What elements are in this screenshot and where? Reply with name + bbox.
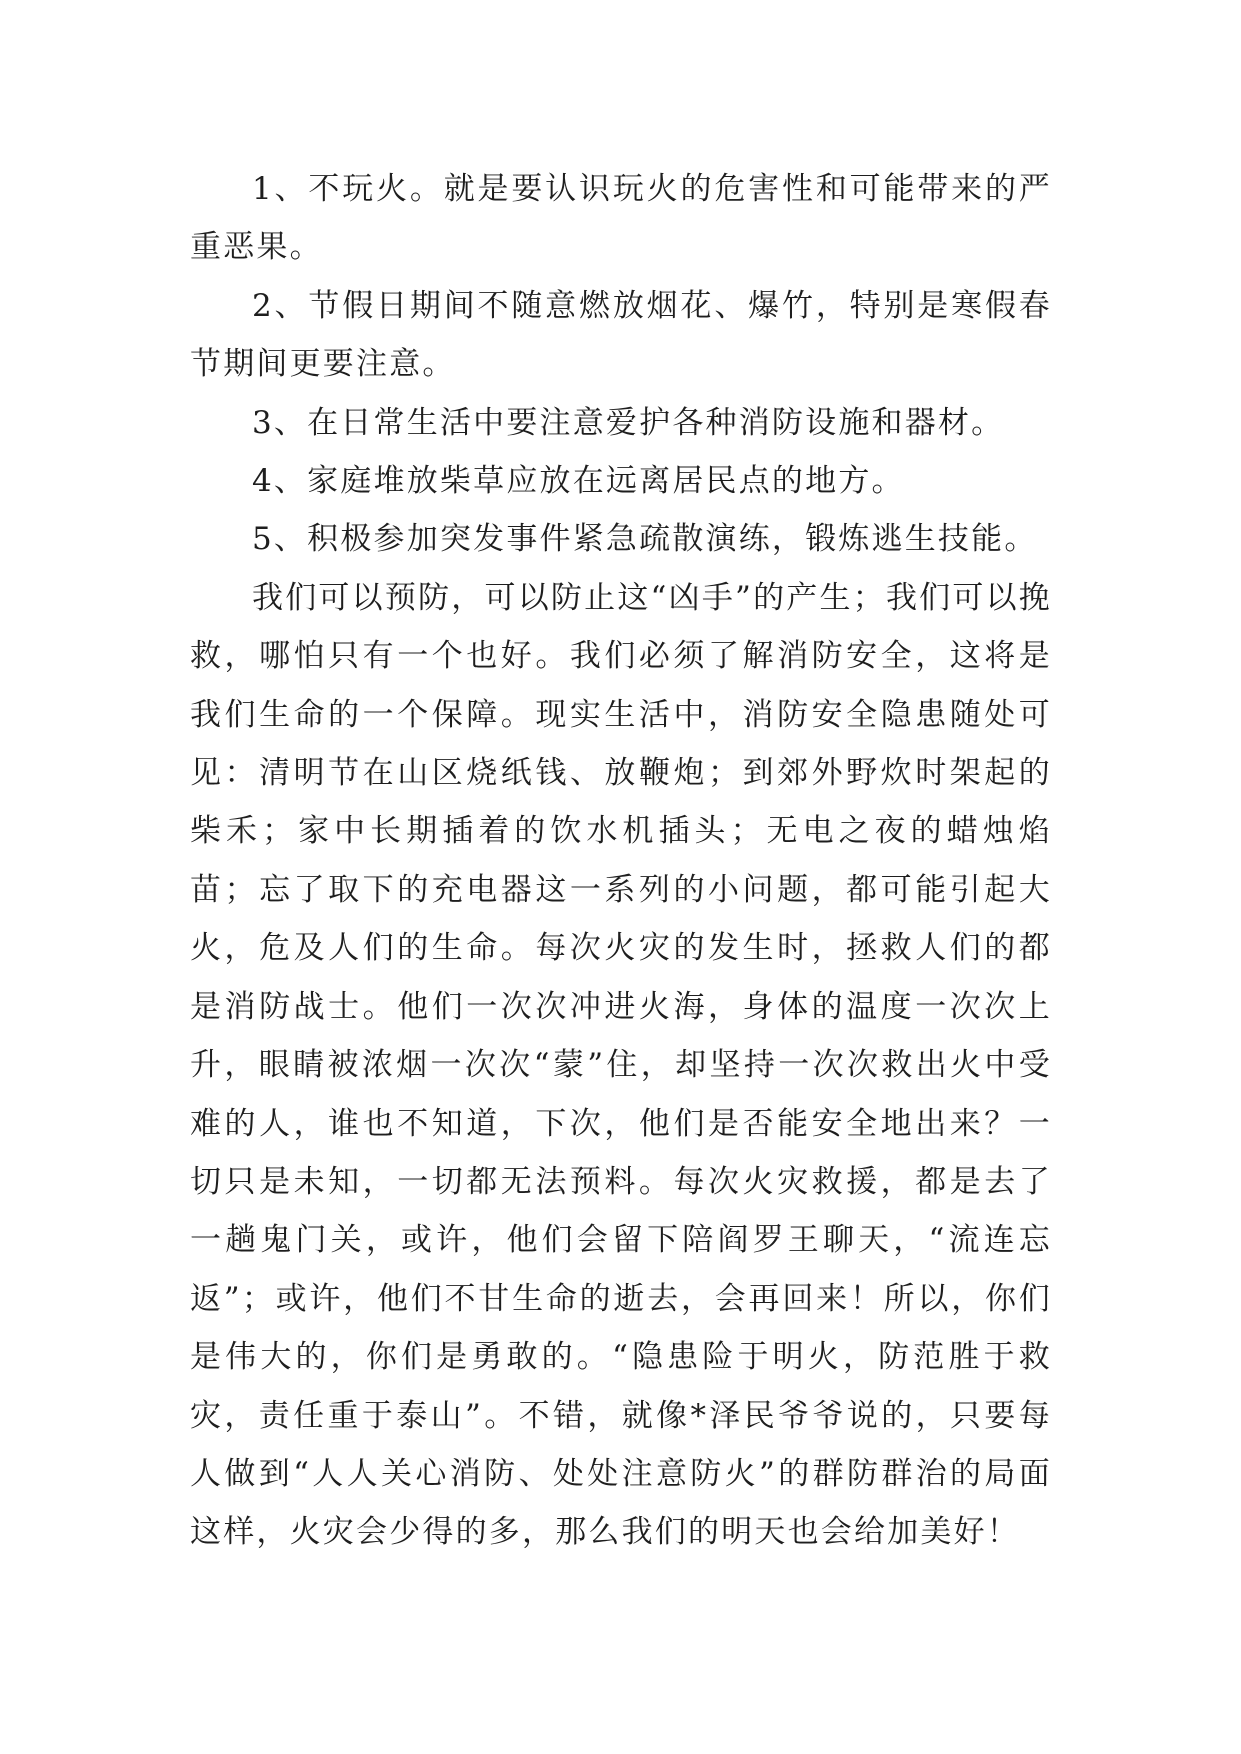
list-item-4: 4、家庭堆放柴草应放在远离居民点的地方。 <box>252 463 905 500</box>
list-item-1: 1、不玩火。就是要认识玩火的危害性和可能带来的严重恶果。 <box>190 171 1052 266</box>
list-item-5: 5、积极参加突发事件紧急疏散演练，锻炼逃生技能。 <box>252 521 1038 558</box>
body-paragraph: 我们可以预防，可以防止这“凶手”的产生；我们可以挽救，哪怕只有一个也好。我们必须了解消防安全，这将是我们生命的一个保障。现实生活中，消防安全隐患随处可见：清明节在山区烧纸钱、放鞭炮；到郊外野炊时架起的柴禾；家中长期插着的饮水机插头；无电之夜的蜡烛焰苗；忘了取下的充电器这一系列的小问题，都可能引起大火，危及人们的生命。每次火灾的发生时，拯救人们的都是消防战士。他们一次次冲进火海，身体的温度一次次上升，眼睛被浓烟一次次“蒙”住，却坚持一次次救出火中受难的人，谁也不知道，下次，他们是否能安全地出来？一切只是未知，一切都无法预料。每次火灾救援，都是去了一趟鬼门关，或许，他们会留下陪阎罗王聊天，“流连忘返”；或许，他们不甘生命的逝去，会再回来！所以，你们是伟大的，你们是勇敢的。“隐患险于明火，防范胜于救灾，责任重于泰山”。不错，就像*泽民爷爷说的，只要每人做到“人人关心消防、处处注意防火”的群防群治的局面这样，火灾会少得的多，那么我们的明天也会给加美好！ <box>190 579 1052 1551</box>
list-item-2: 2、节假日期间不随意燃放烟花、爆竹，特别是寒假春节期间更要注意。 <box>190 287 1052 383</box>
list-item-3: 3、在日常生活中要注意爱护各种消防设施和器材。 <box>252 404 1005 441</box>
document-body <box>190 160 1052 1562</box>
